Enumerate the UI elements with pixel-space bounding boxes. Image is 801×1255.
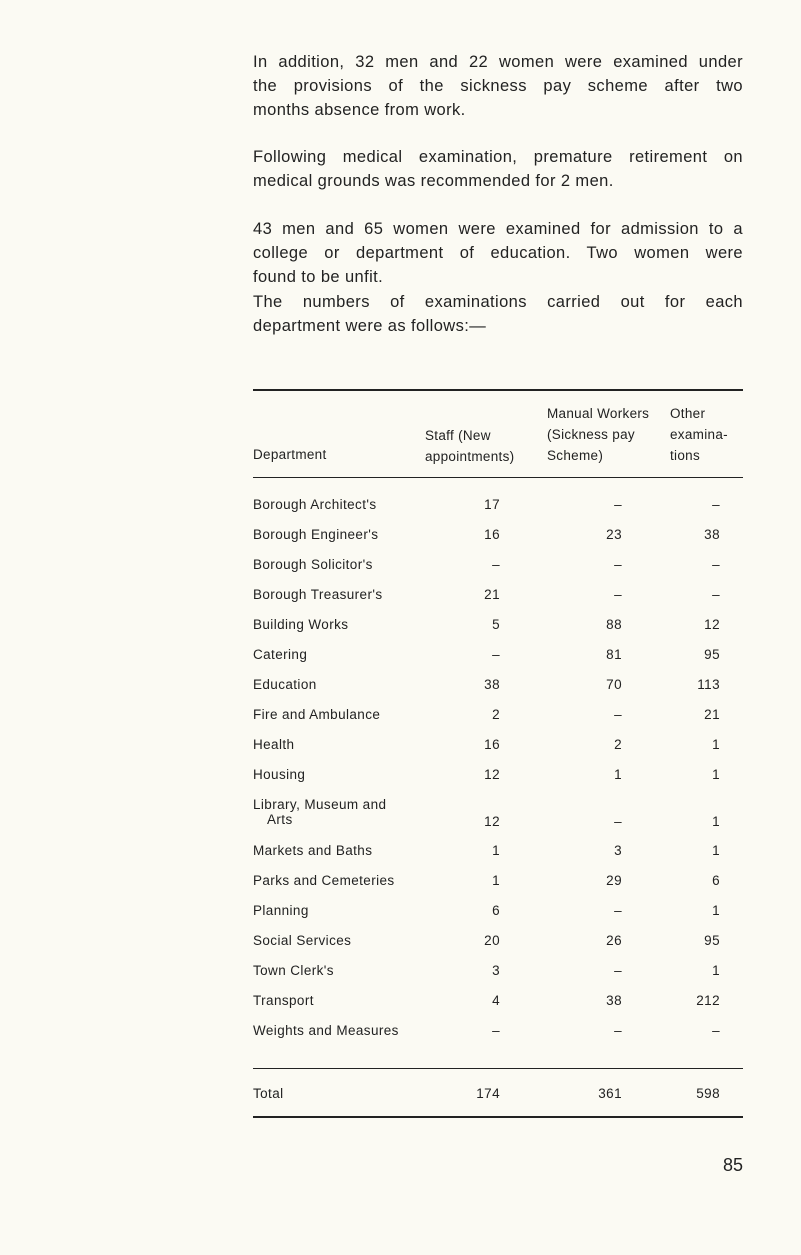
other-count: – xyxy=(712,557,720,572)
department-line: Borough Engineer's xyxy=(253,527,379,542)
table-row xyxy=(253,707,743,737)
paragraph-line: The numbers of examinations carried out for each xyxy=(253,293,743,311)
header-other xyxy=(670,403,728,466)
department-line: Catering xyxy=(253,647,308,662)
table-row xyxy=(253,1023,743,1053)
department-name xyxy=(253,843,372,858)
paragraph-line: 43 men and 65 women were examined for admission to a xyxy=(253,220,743,238)
table-row xyxy=(253,527,743,557)
staff-count: 21 xyxy=(484,587,500,602)
department-name xyxy=(253,963,334,978)
manual-count: 1 xyxy=(614,767,622,782)
staff-count: 16 xyxy=(484,737,500,752)
header-rule xyxy=(253,477,743,478)
other-count: 1 xyxy=(712,814,720,829)
header-line: Scheme) xyxy=(547,448,604,463)
table-row xyxy=(253,963,743,993)
header-line: examina- xyxy=(670,427,728,442)
staff-count: 6 xyxy=(492,903,500,918)
department-line: Building Works xyxy=(253,617,349,632)
manual-count: – xyxy=(614,497,622,512)
manual-count: 38 xyxy=(606,993,622,1008)
department-name xyxy=(253,1023,399,1038)
other-count: 212 xyxy=(696,993,720,1008)
total-manual: 361 xyxy=(598,1086,622,1101)
department-name xyxy=(253,993,314,1008)
table-row xyxy=(253,647,743,677)
department-line: Arts xyxy=(267,812,293,827)
other-count: – xyxy=(712,497,720,512)
manual-count: – xyxy=(614,814,622,829)
paragraph-line: months absence from work. xyxy=(253,101,466,119)
total-label: Total xyxy=(253,1086,284,1101)
table-row xyxy=(253,587,743,617)
paragraph xyxy=(253,290,743,338)
table-row xyxy=(253,617,743,647)
other-count: 1 xyxy=(712,767,720,782)
total-other: 598 xyxy=(696,1086,720,1101)
table-row xyxy=(253,873,743,903)
header-line: tions xyxy=(670,448,701,463)
staff-count: 5 xyxy=(492,617,500,632)
department-line: Parks and Cemeteries xyxy=(253,873,395,888)
department-name xyxy=(253,527,378,542)
department-name xyxy=(253,767,305,782)
other-count: 1 xyxy=(712,843,720,858)
header-line: Staff (New xyxy=(425,428,491,443)
department-name xyxy=(253,647,307,662)
department-line: Borough Architect's xyxy=(253,497,377,512)
staff-count: 3 xyxy=(492,963,500,978)
department-name xyxy=(253,933,351,948)
department-name xyxy=(253,797,386,827)
department-line: Borough Solicitor's xyxy=(253,557,373,572)
manual-count: – xyxy=(614,1023,622,1038)
department-line: Social Services xyxy=(253,933,352,948)
total-rule xyxy=(253,1068,743,1069)
manual-count: 26 xyxy=(606,933,622,948)
manual-count: – xyxy=(614,707,622,722)
table-bottom-rule xyxy=(253,1116,743,1118)
table-row xyxy=(253,843,743,873)
staff-count: – xyxy=(492,1023,500,1038)
manual-count: – xyxy=(614,587,622,602)
paragraph-line: In addition, 32 men and 22 women were examined under xyxy=(253,53,743,71)
paragraph xyxy=(253,217,743,289)
table-row xyxy=(253,903,743,933)
staff-count: 4 xyxy=(492,993,500,1008)
department-line: Library, Museum and xyxy=(253,797,387,812)
header-line: appointments) xyxy=(425,449,515,464)
staff-count: – xyxy=(492,647,500,662)
manual-count: 70 xyxy=(606,677,622,692)
department-line: Markets and Baths xyxy=(253,843,373,858)
department-name xyxy=(253,737,294,752)
manual-count: 81 xyxy=(606,647,622,662)
department-line: Transport xyxy=(253,993,314,1008)
department-line: Planning xyxy=(253,903,309,918)
department-name xyxy=(253,873,395,888)
paragraph-line: found to be unfit. xyxy=(253,268,384,286)
manual-count: – xyxy=(614,557,622,572)
department-line: Housing xyxy=(253,767,306,782)
table-row xyxy=(253,557,743,587)
department-name xyxy=(253,677,317,692)
table-top-rule xyxy=(253,389,743,391)
table-row xyxy=(253,767,743,797)
manual-count: 2 xyxy=(614,737,622,752)
other-count: 12 xyxy=(704,617,720,632)
table-row xyxy=(253,677,743,707)
staff-count: 38 xyxy=(484,677,500,692)
paragraph-line: department were as follows:— xyxy=(253,317,487,335)
department-name xyxy=(253,707,380,722)
staff-count: 1 xyxy=(492,843,500,858)
manual-count: 29 xyxy=(606,873,622,888)
department-name xyxy=(253,617,348,632)
department-line: Education xyxy=(253,677,317,692)
paragraph-line: Following medical examination, premature retirement on xyxy=(253,148,743,166)
staff-count: – xyxy=(492,557,500,572)
total-staff: 174 xyxy=(476,1086,500,1101)
department-line: Weights and Measures xyxy=(253,1023,399,1038)
page-number: 85 xyxy=(722,1155,743,1175)
header-line: (Sickness pay xyxy=(547,427,635,442)
manual-count: – xyxy=(614,903,622,918)
manual-count: 3 xyxy=(614,843,622,858)
department-name xyxy=(253,903,309,918)
paragraph xyxy=(253,50,743,122)
paragraph-line: medical grounds was recommended for 2 men. xyxy=(253,172,614,190)
department-name xyxy=(253,497,377,512)
header-manual xyxy=(547,403,649,466)
paragraph-line: college or department of education. Two women were xyxy=(253,244,743,262)
manual-count: 23 xyxy=(606,527,622,542)
other-count: 1 xyxy=(712,963,720,978)
department-line: Town Clerk's xyxy=(253,963,334,978)
table-row xyxy=(253,797,743,827)
table-row xyxy=(253,993,743,1023)
table-row xyxy=(253,737,743,767)
staff-count: 20 xyxy=(484,933,500,948)
header-line: Other xyxy=(670,406,706,421)
other-count: – xyxy=(712,587,720,602)
header-line: Manual Workers xyxy=(547,406,650,421)
department-line: Fire and Ambulance xyxy=(253,707,381,722)
staff-count: 12 xyxy=(484,814,500,829)
staff-count: 1 xyxy=(492,873,500,888)
manual-count: 88 xyxy=(606,617,622,632)
staff-count: 12 xyxy=(484,767,500,782)
other-count: – xyxy=(712,1023,720,1038)
total-row xyxy=(253,1086,743,1116)
other-count: 1 xyxy=(712,903,720,918)
other-count: 6 xyxy=(712,873,720,888)
header-staff xyxy=(425,425,514,467)
staff-count: 2 xyxy=(492,707,500,722)
department-line: Health xyxy=(253,737,295,752)
manual-count: – xyxy=(614,963,622,978)
other-count: 113 xyxy=(697,677,720,692)
department-name xyxy=(253,587,383,602)
paragraph xyxy=(253,145,743,193)
other-count: 38 xyxy=(704,527,720,542)
table-row xyxy=(253,933,743,963)
other-count: 95 xyxy=(704,647,720,662)
department-line: Borough Treasurer's xyxy=(253,587,383,602)
table-row xyxy=(253,497,743,527)
staff-count: 16 xyxy=(484,527,500,542)
staff-count: 17 xyxy=(484,497,500,512)
other-count: 1 xyxy=(712,737,720,752)
paragraph-line: the provisions of the sickness pay scheme after two xyxy=(253,77,743,95)
department-name xyxy=(253,557,373,572)
other-count: 21 xyxy=(704,707,720,722)
other-count: 95 xyxy=(704,933,720,948)
header-department: Department xyxy=(253,447,327,462)
